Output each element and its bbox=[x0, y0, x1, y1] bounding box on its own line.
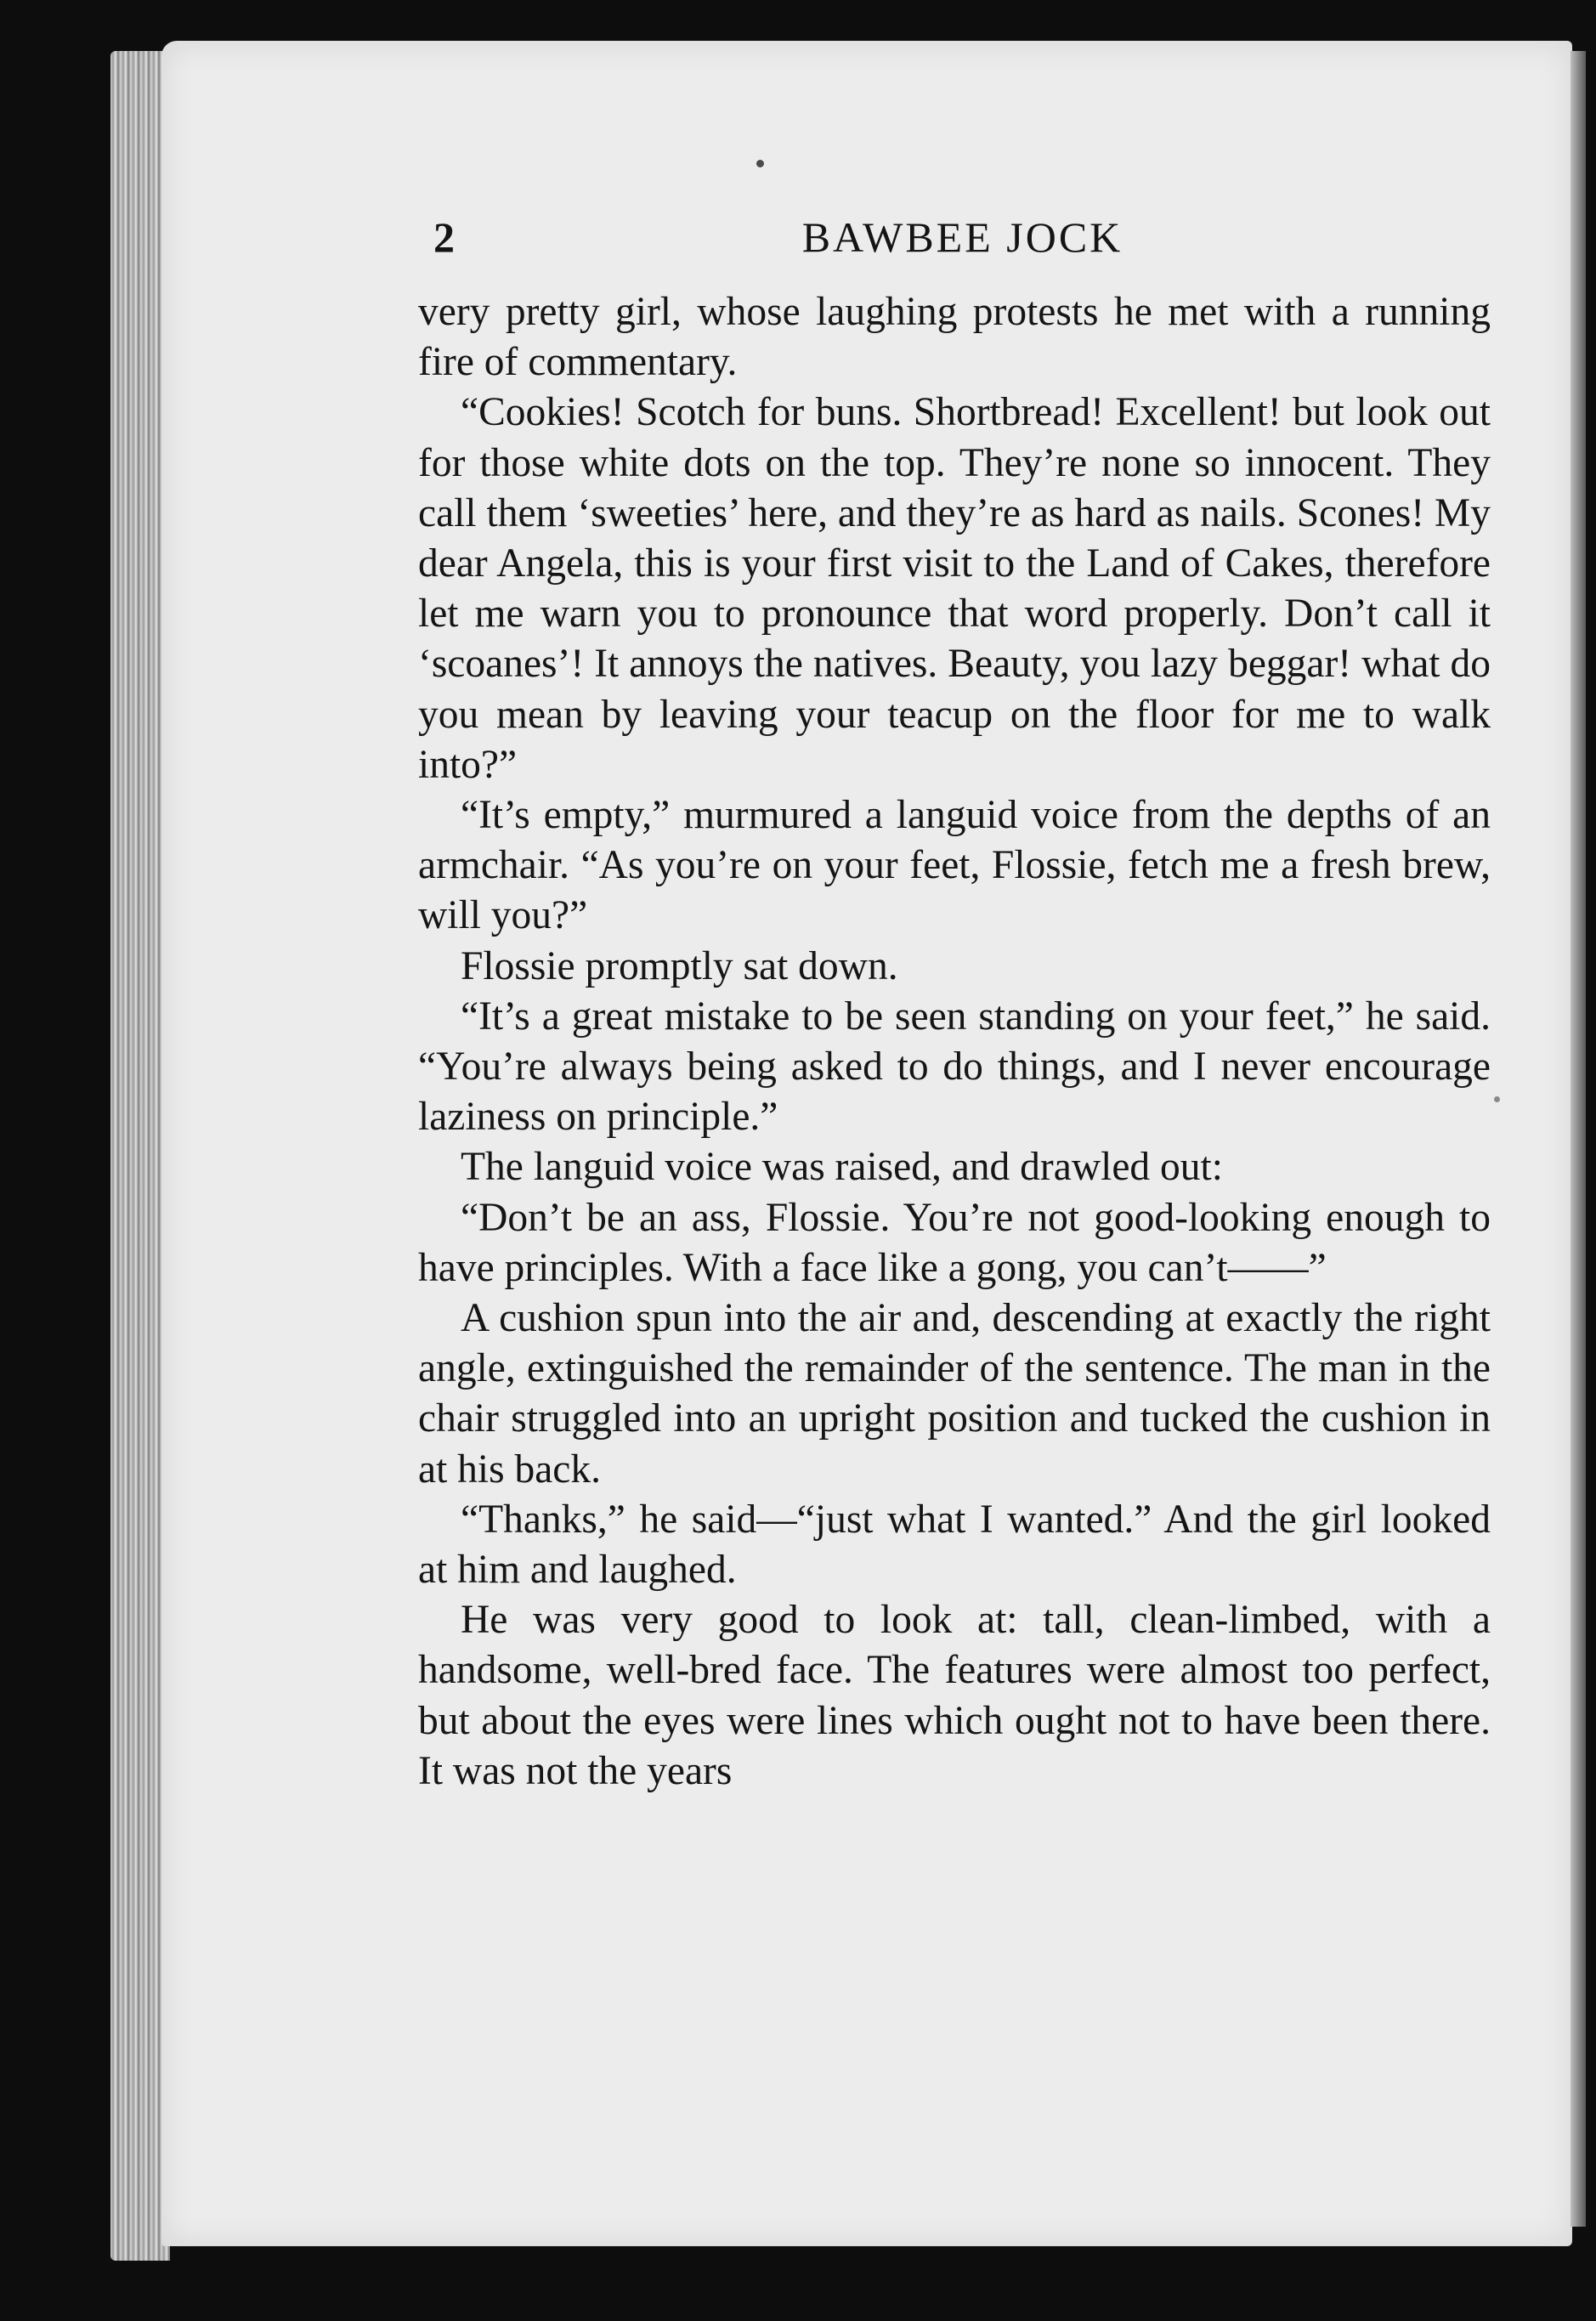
page-header bbox=[433, 212, 1491, 272]
paragraph: “Cookies! Scotch for buns. Shortbread! Excellent! but look out for those white dots on the top. They’re none so innocent. They call them ‘sweeties’ here, and they’re as hard as nails. Scones! My dear Angela, this is your first visit to the Land of Cakes, therefore let me warn you to pronounce that word properly. Don’t call it ‘scoanes’! It annoys the natives. Beauty, you lazy beggar! what do you mean by leaving your teacup on the floor for me to walk into?” bbox=[418, 390, 1491, 787]
paragraph: “Don’t be an ass, Flossie. You’re not good-looking enough to have principles. With a face like a gong, you can’t——” bbox=[418, 1195, 1491, 1290]
ink-speck bbox=[1494, 1096, 1500, 1102]
ink-speck bbox=[756, 160, 764, 167]
paragraph: A cushion spun into the air and, descending at exactly the right angle, extinguished the remainder of the sentence. The man in the chair struggled into an upright position and tucked the cushion in at his back. bbox=[418, 1296, 1491, 1492]
paragraph: very pretty girl, whose laughing protests he met with a running fire of commentary. bbox=[418, 290, 1491, 385]
paragraph: The languid voice was raised, and drawled out: bbox=[461, 1145, 1223, 1190]
paragraph: He was very good to look at: tall, clean-limbed, with a handsome, well-bred face. The features were almost too perfect, but about the eyes were lines which ought not to have been there. It was not the years bbox=[418, 1598, 1491, 1793]
page-number: 2 bbox=[433, 213, 455, 261]
page-edge bbox=[1571, 51, 1586, 2227]
paragraph: “It’s empty,” murmured a languid voice from the depths of an armchair. “As you’re on your feet, Flossie, fetch me a fresh brew, will you?” bbox=[418, 793, 1491, 938]
running-title: BAWBEE JOCK bbox=[801, 213, 1123, 261]
paragraph: “It’s a great mistake to be seen standing on your feet,” he said. “You’re always being asked to do things, and I never encourage laziness on principle.” bbox=[418, 994, 1491, 1140]
body-text bbox=[418, 287, 1491, 1797]
paragraph: “Thanks,” he said—“just what I wanted.” And the girl looked at him and laughed. bbox=[418, 1497, 1491, 1593]
paragraph: Flossie promptly sat down. bbox=[461, 943, 898, 988]
